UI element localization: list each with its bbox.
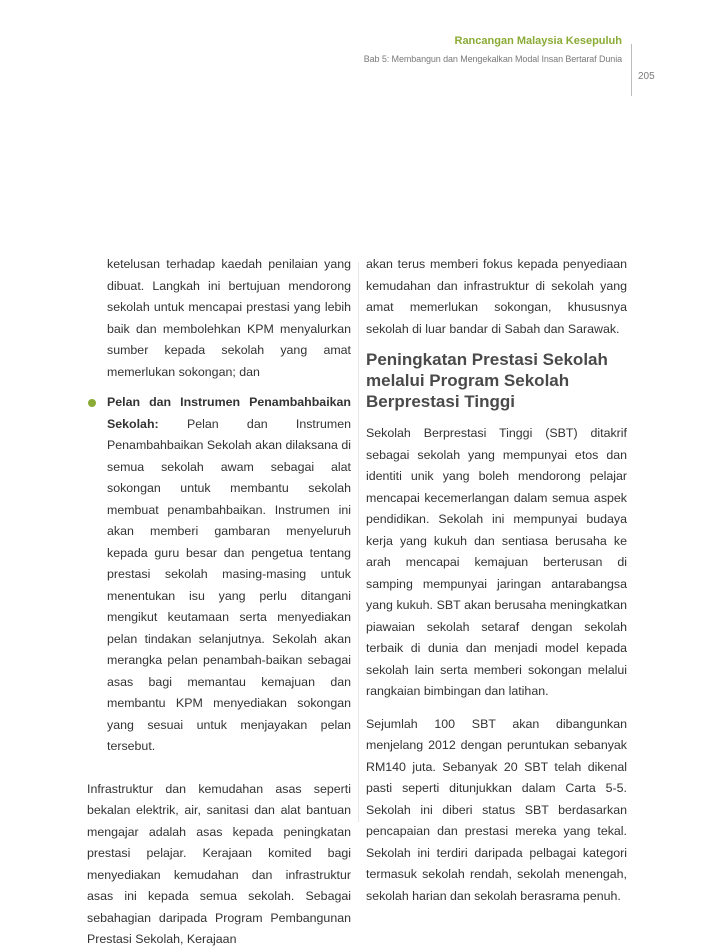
left-column (87, 254, 351, 951)
continued-list-item: ketelusan terhadap kaedah penilaian yang dibuat. Langkah ini bertujuan mendorong sekolah untuk mencapai prestasi yang lebih baik dan membolehkan KPM menyalurkan sumber kepada sekolah yang amat memerlukan sokongan; dan (107, 257, 351, 379)
body-paragraph: Infrastruktur dan kemudahan asas seperti bekalan elektrik, air, sanitasi dan alat bantuan mengajar adalah asas kepada peningkatan prestasi pelajar. Kerajaan komited bagi menyediakan kemudahan dan infrastruktur asas ini kepada semua sekolah. Sebagai sebahagian daripada Program Pembangunan Prestasi Sekolah, Kerajaan (87, 781, 351, 946)
continued-paragraph: akan terus memberi fokus kepada penyediaan kemudahan dan infrastruktur di sekolah yang amat memerlukan sokongan, khususnya sekolah di luar bandar di Sabah dan Sarawak. (366, 257, 627, 336)
list-item-heading: Pelan dan Instrumen Penambahbaikan Sekolah: (107, 395, 351, 431)
publication-title: Rancangan Malaysia Kesepuluh (454, 35, 622, 47)
list-item (87, 392, 351, 758)
page-number: 205 (638, 71, 655, 82)
section-heading: Peningkatan Prestasi Sekolah melalui Program Sekolah Berprestasi Tinggi (366, 350, 608, 411)
body-paragraph: Sekolah Berprestasi Tinggi (SBT) ditakrif sebagai sekolah yang mempunyai etos dan identiti unik yang boleh mendorong pelajar mencapai kecemerlangan dalam semua aspek pendidikan. Sekolah ini mempunyai budaya kerja yang kukuh dan sentiasa berusaha ke arah mencapai kemajuan berterusan di samping mempunyai jaringan antarabangsa yang kukuh. SBT akan berusaha meningkatkan piawaian sekolah setaraf dengan sekolah terbaik di dunia dan menjadi model kepada sekolah lain serta memberi sokongan melalui rangkaian bimbingan dan latihan. (366, 426, 627, 698)
bullet-icon (88, 399, 96, 407)
body-paragraph: Sejumlah 100 SBT akan dibangunkan menjelang 2012 dengan peruntukan sebanyak RM140 juta. Sebanyak 20 SBT telah dikenal pasti seperti ditunjukkan dalam Carta 5-5. Sekolah ini diberi status SBT berdasarkan pencapaian dan prestasi mereka yang tekal. Sekolah ini terdiri daripada pelbagai kategori termasuk sekolah rendah, sekolah menengah, sekolah harian dan sekolah berasrama penuh. (366, 716, 627, 903)
header-divider (631, 44, 632, 96)
column-divider (358, 262, 359, 822)
list-item-text (107, 392, 351, 758)
right-column (366, 254, 627, 907)
list-item-body: Pelan dan Instrumen Penambahbaikan Sekolah akan dilaksana di semua sekolah awam sebagai alat sokongan untuk membantu sekolah membuat penambahbaikan. Instrumen ini akan memberi gambaran menyeluruh kepada guru besar dan pengetua tentang prestasi sekolah masing-masing untuk menentukan isu yang perlu ditangani mengikut keutamaan serta menyediakan pelan tindakan selanjutnya. Sekolah akan merangka pelan penambah-baikan sebagai asas bagi memantau kemajuan dan membantu KPM menyediakan sokongan yang sesuai untuk menjayakan pelan tersebut. (107, 416, 351, 753)
chapter-title: Bab 5: Membangun dan Mengekalkan Modal Insan Bertaraf Dunia (363, 54, 622, 64)
